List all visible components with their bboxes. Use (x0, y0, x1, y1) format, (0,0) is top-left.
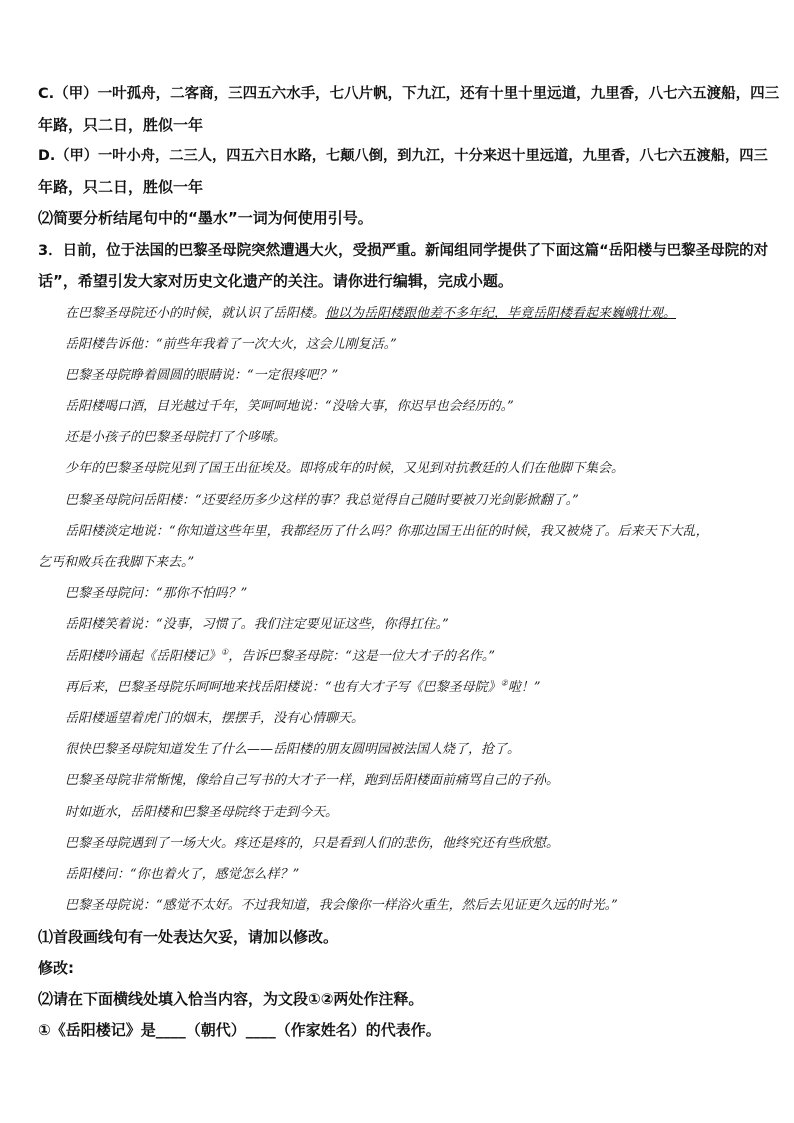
question-3-line-2: 话”，希望引发大家对历史文化遗产的关注。请你进行编辑，完成小题。 (38, 272, 513, 290)
revise-label: 修改: (38, 959, 74, 977)
option-d-line-1: D.（甲）一叶小舟，二三人，四五六日水路，七颠八倒，到九江，十分来迟十里远道，九里香，八七六五渡船，四三 (38, 148, 768, 164)
story-p12-b: 啦！” (507, 680, 541, 695)
story-paragraph-10: 岳阳楼笑着说：“没事，习惯了。我们注定要见证这些，你得扛住。” (65, 617, 449, 632)
story-paragraph-6: 少年的巴黎圣母院见到了国王出征埃及。即将成年的时候，又见到对抗教廷的人们在他脚下集会。 (65, 461, 625, 476)
subquestion-1: ⑴首段画线句有一处表达欠妥，请加以修改。 (38, 928, 339, 946)
subquestion-2: ⑵请在下面横线处填入恰当内容，为文段①②两处作注释。 (38, 990, 424, 1008)
question-3-line-1: 3．日前，位于法国的巴黎圣母院突然遭遇大火，受损严重。新闻组同学提供了下面这篇“岳阳楼与巴黎圣母院的对 (38, 243, 769, 259)
story-p11-a: 岳阳楼吟诵起《岳阳楼记》 (65, 649, 222, 664)
footnote-marker-2: ② (500, 678, 508, 688)
story-paragraph-18: 岳阳楼问：“你也着火了，感觉怎么样？” (65, 867, 300, 882)
story-paragraph-11 (65, 645, 495, 664)
story-paragraph-1 (65, 302, 676, 321)
story-paragraph-4: 岳阳楼喝口酒，目光越过千年，笑呵呵地说：“没啥大事，你迟早也会经历的。” (65, 399, 514, 414)
story-paragraph-2: 岳阳楼告诉他：“前些年我着了一次大火，这会儿刚复活。” (65, 337, 397, 352)
story-p12-a: 再后来，巴黎圣母院乐呵呵地来找岳阳楼说：“也有大才子写《巴黎圣母院》 (65, 680, 501, 695)
story-paragraph-13: 岳阳楼遥望着虎门的烟末，摆摆手，没有心情聊天。 (65, 711, 365, 726)
story-p11-b: ，告诉巴黎圣母院：“这是一位大才子的名作。” (228, 649, 495, 664)
story-paragraph-9: 巴黎圣母院问：“那你不怕吗？” (65, 586, 248, 601)
story-paragraph-17: 巴黎圣母院遇到了一场大火。疼还是疼的，只是看到人们的悲伤，他终究还有些欣慰。 (65, 836, 560, 851)
story-paragraph-8-line-2: 乞丐和败兵在我脚下来去。” (38, 555, 195, 570)
option-c-line-1: C.（甲）一叶孤舟，二客商，三四五六水手，七八片帆，下九江，还有十里十里远道，九里香，八七六五渡船，四三 (38, 86, 780, 102)
story-paragraph-5: 还是小孩子的巴黎圣母院打了个哆嗦。 (65, 430, 287, 445)
blank-fill-line: ①《岳阳楼记》是____（朝代）____（作家姓名）的代表作。 (38, 1021, 441, 1039)
story-paragraph-3: 巴黎圣母院睁着圆圆的眼睛说：“一定很疼吧？” (65, 368, 339, 383)
footnote-marker-1: ① (221, 647, 229, 657)
underlined-sentence: 他以为岳阳楼跟他差不多年纪，毕竟岳阳楼看起来巍峨壮观。 (325, 306, 677, 321)
question-2-part-2: ⑵简要分析结尾句中的“墨水”一词为何使用引号。 (38, 209, 373, 227)
story-paragraph-19: 巴黎圣母院说：“感觉不太好。不过我知道，我会像你一样浴火重生，然后去见证更久远的时光。” (65, 898, 618, 913)
story-paragraph-12 (65, 676, 540, 695)
story-paragraph-16: 时如逝水，岳阳楼和巴黎圣母院终于走到今天。 (65, 805, 339, 820)
story-paragraph-14: 很快巴黎圣母院知道发生了什么——岳阳楼的朋友圆明园被法国人烧了，抢了。 (65, 742, 521, 757)
story-paragraph-8-line-1: 岳阳楼淡定地说：“你知道这些年里，我都经历了什么吗？你那边国王出征的时候，我又被烧了。后来天下大乱， (65, 524, 709, 539)
story-paragraph-7: 巴黎圣母院问岳阳楼：“还要经历多少这样的事？我总觉得自己随时要被刀光剑影掀翻了。” (65, 493, 579, 508)
option-c-line-2: 年路，只二日，胜似一年 (38, 116, 204, 134)
story-p1-plain: 在巴黎圣母院还小的时候，就认识了岳阳楼。 (65, 306, 326, 321)
story-paragraph-15: 巴黎圣母院非常惭愧，像给自己写书的大才子一样，跑到岳阳楼面前痛骂自己的子孙。 (65, 773, 560, 788)
option-d-line-2: 年路，只二日，胜似一年 (38, 178, 204, 196)
